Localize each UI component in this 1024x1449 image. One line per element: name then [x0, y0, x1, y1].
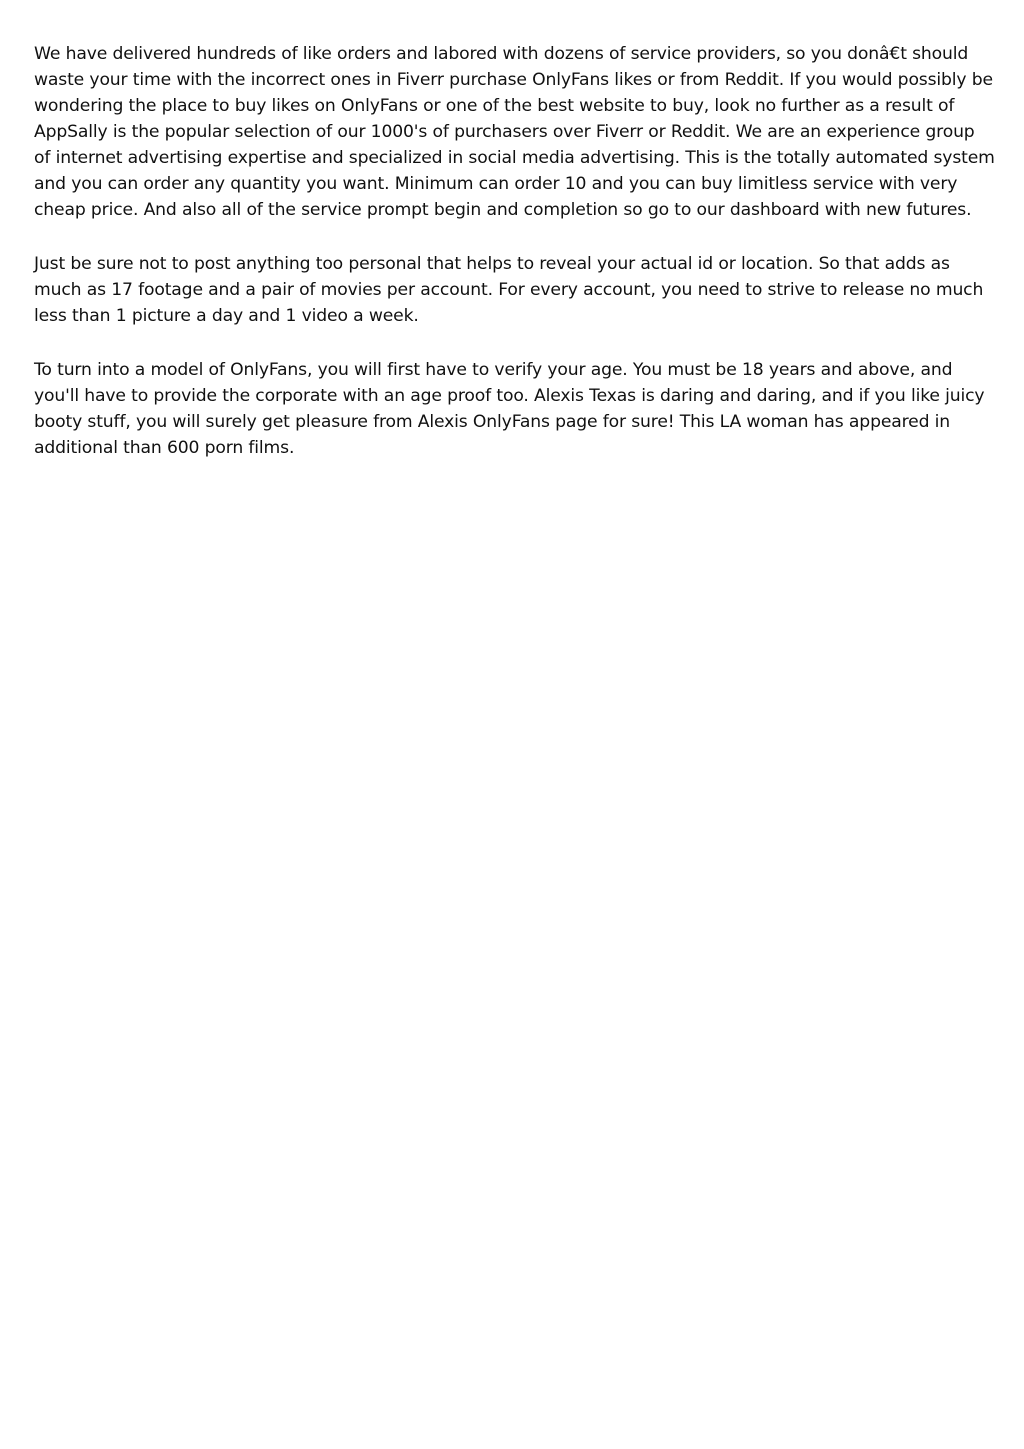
- paragraph-2: Just be sure not to post anything too personal that helps to reveal your actual id or location. So that adds as much as 17 footage and a pair of movies per account. For every account, you need to strive to release no much less than 1 picture a day and 1 video a week.: [34, 254, 984, 326]
- paragraph-3: To turn into a model of OnlyFans, you will first have to verify your age. You must be 18 years and above, and you'll have to provide the corporate with an age proof too. Alexis Texas is daring and daring, and if you like juicy booty stuff, you will surely get pleasure from Alexis OnlyFans page for sure! This LA woman has appeared in additional than 600 porn films.: [34, 360, 985, 458]
- document-body: [34, 41, 996, 489]
- paragraph-1: We have delivered hundreds of like orders and labored with dozens of service providers, so you donâ€t should waste your time with the incorrect ones in Fiverr purchase OnlyFans likes or from Reddit. If you would possibly be wondering the place to buy likes on OnlyFans or one of the best website to buy, look no further as a result of AppSally is the popular selection of our 1000's of purchasers over Fiverr or Reddit. We are an experience group of internet advertising expertise and specialized in social media advertising. This is the totally automated system and you can order any quantity you want. Minimum can order 10 and you can buy limitless service with very cheap price. And also all of the service prompt begin and completion so go to our dashboard with new futures.: [34, 44, 995, 220]
